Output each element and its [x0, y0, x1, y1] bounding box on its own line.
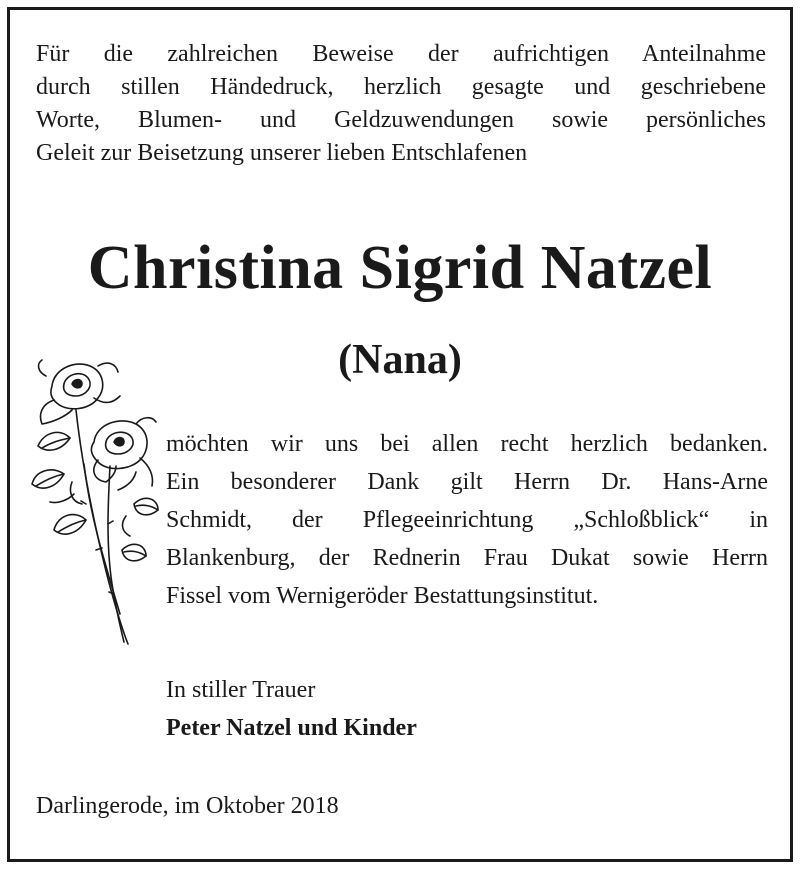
place-date: Darlingerode, im Oktober 2018 — [36, 793, 339, 819]
thanks-line: Blankenburg, der Rednerin Frau Dukat sowie Herrn — [166, 545, 768, 571]
intro-paragraph — [36, 38, 766, 170]
upper-rose — [39, 360, 120, 424]
deceased-nickname: (Nana) — [338, 337, 462, 383]
intro-line: Für die zahlreichen Beweise der aufrichtigen Anteilnahme — [36, 41, 766, 67]
thanks-line: Fissel vom Wernigeröder Bestattungsinstitut. — [166, 583, 599, 609]
thanks-paragraph — [166, 425, 768, 615]
roses-icon — [24, 354, 160, 650]
signers: Peter Natzel und Kinder — [166, 715, 417, 741]
intro-line: Worte, Blumen- und Geldzuwendungen sowie persönliches — [36, 107, 766, 133]
thanks-line: Schmidt, der Pflegeeinrichtung „Schloßblick“ in — [166, 507, 768, 533]
lower-rose — [91, 418, 156, 486]
deceased-name: Christina Sigrid Natzel — [87, 234, 713, 302]
thanks-line: Ein besonderer Dank gilt Herrn Dr. Hans-Arne — [166, 469, 768, 495]
intro-line: Geleit zur Beisetzung unserer lieben Entschlafenen — [36, 140, 528, 166]
thanks-line: möchten wir uns bei allen recht herzlich bedanken. — [166, 431, 768, 457]
mourning-phrase: In stiller Trauer — [166, 677, 316, 703]
intro-line: durch stillen Händedruck, herzlich gesagte und geschriebene — [36, 74, 766, 100]
